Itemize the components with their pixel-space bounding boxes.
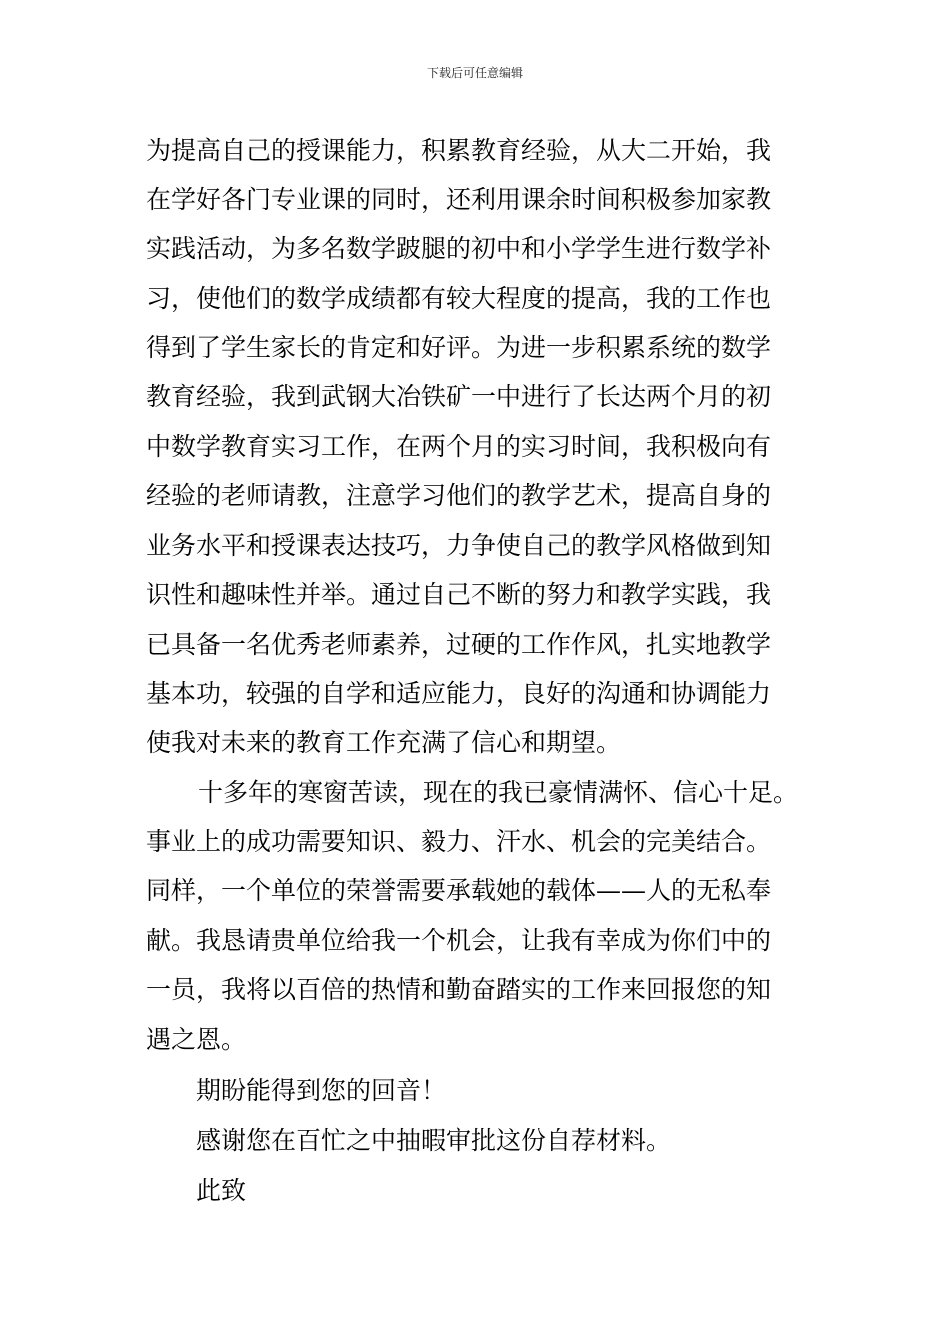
paragraph-line: 同样，一个单位的荣誉需要承载她的载体——人的无私奉 bbox=[146, 876, 772, 905]
page-header: 下载后可任意编辑 bbox=[426, 66, 523, 80]
paragraph-line: 已具备一名优秀老师素养，过硬的工作作风，扎实地教学 bbox=[146, 630, 772, 659]
paragraph-line: 一员，我将以百倍的热情和勤奋踏实的工作来回报您的知 bbox=[146, 975, 772, 1004]
closing-line: 感谢您在百忙之中抽暇审批这份自荐材料。 bbox=[196, 1126, 672, 1155]
paragraph-line: 教育经验，我到武钢大冶铁矿一中进行了长达两个月的初 bbox=[146, 382, 772, 411]
paragraph-line: 经验的老师请教，注意学习他们的教学艺术，提高自身的 bbox=[146, 481, 772, 510]
paragraph-line: 得到了学生家长的肯定和好评。为进一步积累系统的数学 bbox=[146, 333, 772, 362]
paragraph-line: 识性和趣味性并举。通过自己不断的努力和教学实践，我 bbox=[146, 580, 772, 609]
paragraph-line: 献。我恳请贵单位给我一个机会，让我有幸成为你们中的 bbox=[146, 926, 772, 955]
paragraph-line: 为提高自己的授课能力，积累教育经验，从大二开始，我 bbox=[146, 136, 772, 165]
paragraph-line: 习，使他们的数学成绩都有较大程度的提高，我的工作也 bbox=[146, 284, 772, 313]
paragraph-line: 使我对未来的教育工作充满了信心和期望。 bbox=[146, 728, 622, 757]
salutation-line: 此致 bbox=[196, 1176, 247, 1205]
paragraph-line: 实践活动，为多名数学跛腿的初中和小学学生进行数学补 bbox=[146, 234, 772, 263]
paragraph-line: 遇之恩。 bbox=[146, 1025, 247, 1054]
paragraph-line: 业务水平和授课表达技巧，力争使自己的教学风格做到知 bbox=[146, 531, 772, 560]
paragraph-line: 中数学教育实习工作，在两个月的实习时间，我积极向有 bbox=[146, 432, 772, 461]
paragraph-line: 基本功，较强的自学和适应能力，良好的沟通和协调能力 bbox=[146, 679, 772, 708]
paragraph-line: 十多年的寒窗苦读，现在的我已豪情满怀、信心十足。 bbox=[198, 778, 799, 807]
paragraph-line: 在学好各门专业课的同时，还利用课余时间积极参加家教 bbox=[146, 185, 772, 214]
closing-line: 期盼能得到您的回音！ bbox=[196, 1076, 447, 1105]
paragraph-line: 事业上的成功需要知识、毅力、汗水、机会的完美结合。 bbox=[146, 827, 772, 856]
